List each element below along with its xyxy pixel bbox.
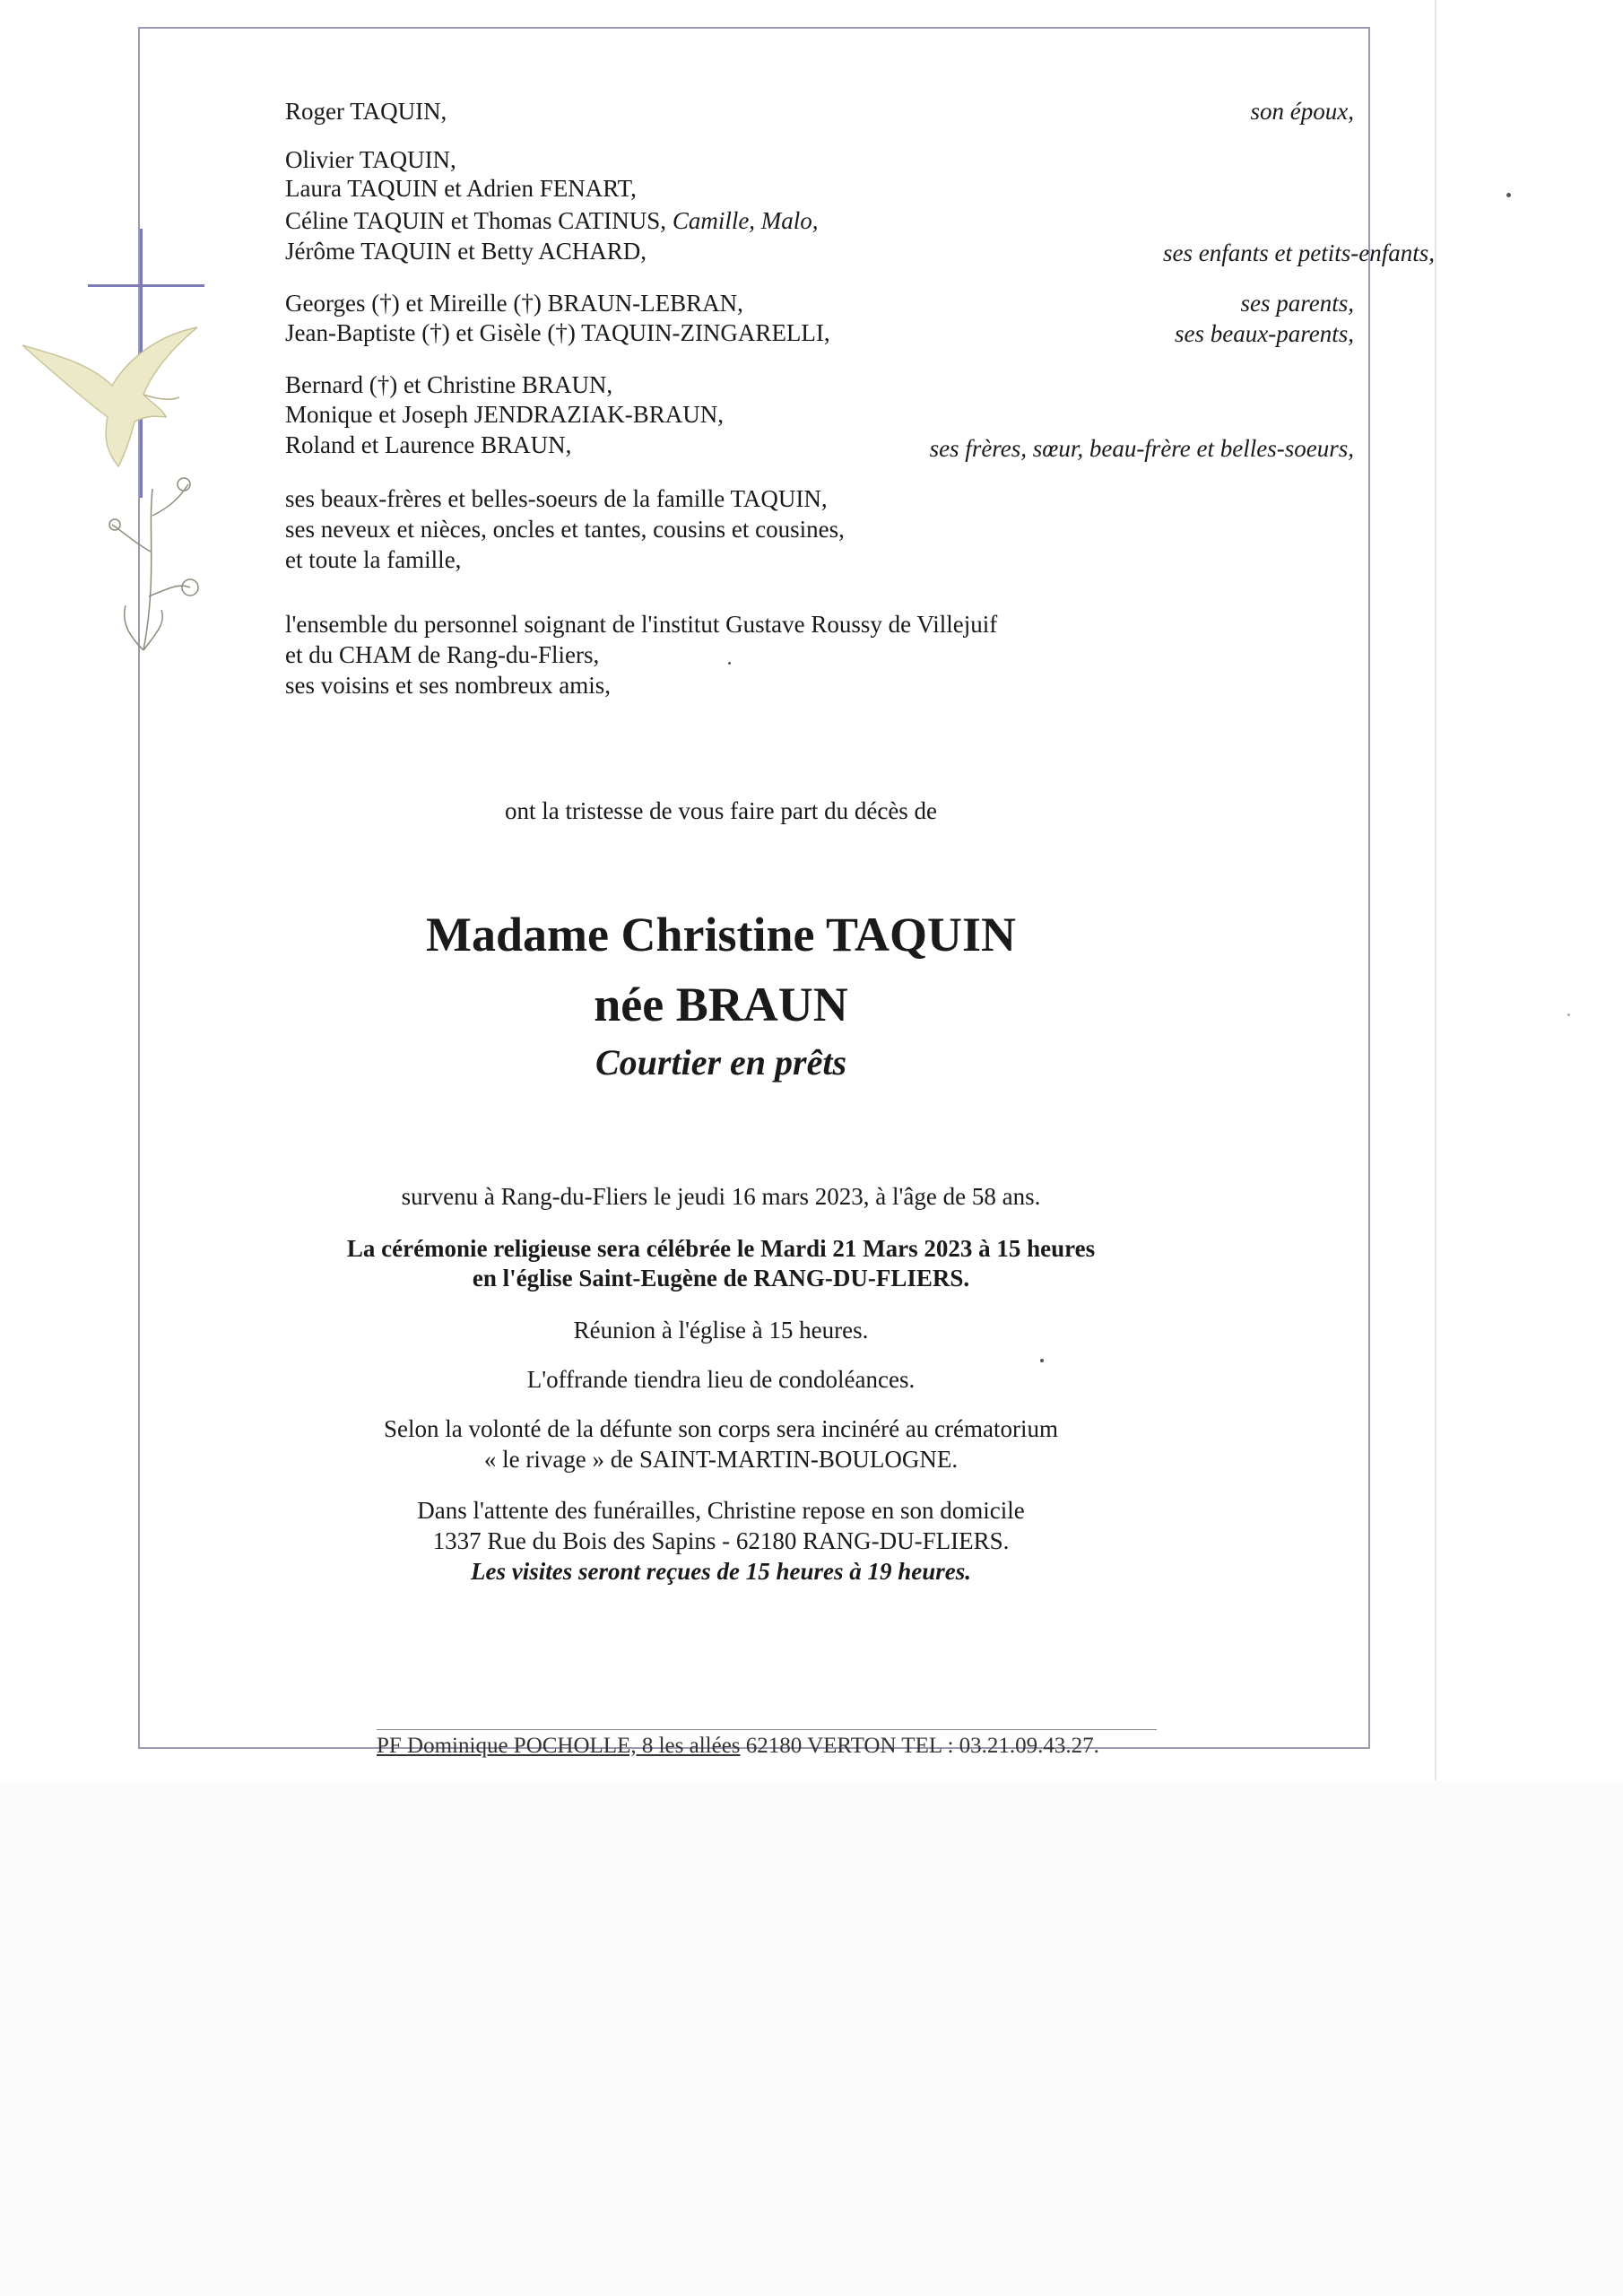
scan-speck — [1040, 1359, 1044, 1362]
visits-text: Les visites seront reçues de 15 heures à 19 heures. — [471, 1558, 971, 1585]
children-relation: ses enfants et petits-enfants, — [1163, 239, 1435, 266]
deceased-profession: Courtier en prêts — [595, 1042, 847, 1083]
extended-line-1: ses beaux-frères et belles-soeurs de la famille TAQUIN, — [285, 485, 828, 512]
siblings-line-3: Roland et Laurence BRAUN, — [285, 431, 572, 458]
others-line-2: et du CHAM de Rang-du-Fliers, — [285, 641, 600, 668]
funeral-home-footer — [377, 1733, 1184, 1760]
scan-background — [0, 1780, 1623, 2296]
ceremony-line-2: en l'église Saint-Eugène de RANG-DU-FLIERS. — [472, 1265, 970, 1292]
cross-dove-ornament — [18, 229, 260, 695]
family-child-1: Olivier TAQUIN, — [285, 146, 456, 173]
siblings-relation: ses frères, sœur, beau-frère et belles-soeurs, — [929, 435, 1354, 462]
dove-icon — [22, 327, 197, 466]
ceremony-line-1: La cérémonie religieuse sera célébrée le Mardi 21 Mars 2023 à 15 heures — [346, 1235, 1096, 1262]
extended-line-3: et toute la famille, — [285, 546, 462, 573]
rest-line-1: Dans l'attente des funérailles, Christine repose en son domicile — [417, 1497, 1025, 1524]
deceased-birth-name: née BRAUN — [594, 978, 848, 1031]
scan-speck — [1567, 1013, 1570, 1016]
scan-speck — [728, 662, 731, 665]
announcement-text: ont la tristesse de vous faire part du décès de — [504, 797, 938, 824]
cremation-line-1: Selon la volonté de la défunte son corps sera incinéré au crématorium — [384, 1415, 1058, 1442]
parents-line-1: Georges (†) et Mireille (†) BRAUN-LEBRAN, — [285, 290, 743, 317]
footer-divider — [377, 1729, 1157, 1730]
family-spouse-name: Roger TAQUIN, — [285, 98, 447, 125]
family-child-4: Jérôme TAQUIN et Betty ACHARD, — [285, 238, 647, 265]
cremation-line-2: « le rivage » de SAINT-MARTIN-BOULOGNE. — [483, 1446, 959, 1473]
family-grandchildren: Camille, Malo, — [672, 207, 819, 234]
others-line-1: l'ensemble du personnel soignant de l'institut Gustave Roussy de Villejuif — [285, 611, 998, 638]
family-child-3 — [285, 206, 819, 235]
page-edge — [1435, 0, 1436, 1780]
scan-speck — [1506, 193, 1511, 197]
footer-address: 62180 VERTON TEL : 03.21.09.43.27. — [740, 1734, 1099, 1758]
deceased-name: Madame Christine TAQUIN — [426, 908, 1016, 961]
siblings-line-1: Bernard (†) et Christine BRAUN, — [285, 371, 613, 398]
family-child-3-names: Céline TAQUIN et Thomas CATINUS, — [285, 207, 673, 234]
others-line-3: ses voisins et ses nombreux amis, — [285, 672, 611, 699]
in-laws-relation: ses beaux-parents, — [1175, 320, 1354, 347]
family-spouse-relation: son époux, — [1250, 98, 1354, 125]
extended-line-2: ses neveux et nièces, oncles et tantes, cousins et cousines, — [285, 516, 845, 543]
parents-relation: ses parents, — [1240, 290, 1354, 317]
offering-text: L'offrande tiendra lieu de condoléances. — [526, 1366, 916, 1393]
flower-icon — [109, 478, 198, 650]
rest-line-2: 1337 Rue du Bois des Sapins - 62180 RANG-DU-FLIERS. — [432, 1527, 1010, 1554]
parents-line-2: Jean-Baptiste (†) et Gisèle (†) TAQUIN-ZINGARELLI, — [285, 319, 830, 346]
family-child-2: Laura TAQUIN et Adrien FENART, — [285, 175, 637, 202]
siblings-line-2: Monique et Joseph JENDRAZIAK-BRAUN, — [285, 401, 724, 428]
death-details: survenu à Rang-du-Fliers le jeudi 16 mars 2023, à l'âge de 58 ans. — [401, 1183, 1041, 1210]
footer-company: PF Dominique POCHOLLE, 8 les allées — [377, 1734, 741, 1758]
meeting-text: Réunion à l'église à 15 heures. — [573, 1317, 869, 1344]
page-frame — [138, 27, 1370, 1749]
